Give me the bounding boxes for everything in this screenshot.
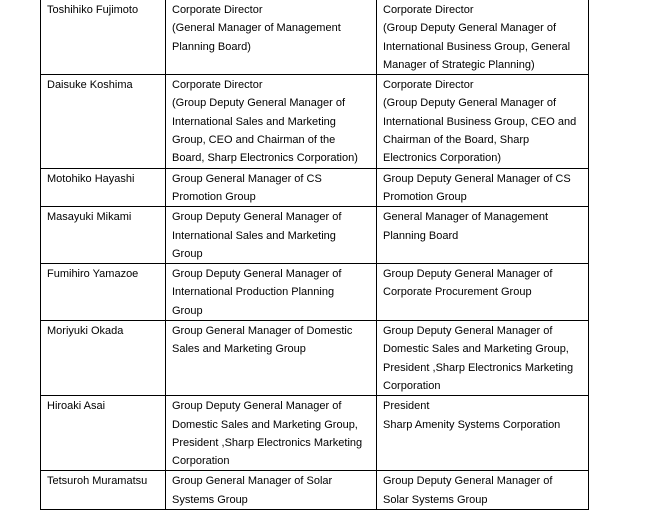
personnel-changes-table-wrapper bbox=[40, 0, 588, 510]
personnel-changes-table bbox=[40, 0, 589, 510]
new-position-cell: Group General Manager of CS Promotion Group bbox=[166, 168, 377, 207]
person-name-cell: Tetsuroh Muramatsu bbox=[41, 471, 166, 510]
table-row bbox=[41, 168, 589, 207]
person-name-cell: Masayuki Mikami bbox=[41, 207, 166, 264]
current-position-cell: Group Deputy General Manager of Corporate Procurement Group bbox=[377, 264, 589, 321]
current-position-cell: Corporate Director (Group Deputy General Manager of International Business Group, CEO and Chairman of the Board, Sharp Electronics Corporation) bbox=[377, 75, 589, 168]
table-row bbox=[41, 75, 589, 168]
table-row bbox=[41, 321, 589, 396]
person-name-cell: Daisuke Koshima bbox=[41, 75, 166, 168]
table-row bbox=[41, 0, 589, 75]
current-position-cell: President Sharp Amenity Systems Corporation bbox=[377, 396, 589, 471]
person-name-cell: Toshihiko Fujimoto bbox=[41, 0, 166, 75]
person-name-cell: Motohiko Hayashi bbox=[41, 168, 166, 207]
person-name-cell: Fumihiro Yamazoe bbox=[41, 264, 166, 321]
new-position-cell: Corporate Director (Group Deputy General Manager of International Sales and Marketing Group, CEO and Chairman of the Board, Sharp Electronics Corporation) bbox=[166, 75, 377, 168]
table-row bbox=[41, 207, 589, 264]
new-position-cell: Group Deputy General Manager of International Sales and Marketing Group bbox=[166, 207, 377, 264]
new-position-cell: Group Deputy General Manager of Domestic Sales and Marketing Group, President ,Sharp Electronics Marketing Corporation bbox=[166, 396, 377, 471]
new-position-cell: Group Deputy General Manager of International Production Planning Group bbox=[166, 264, 377, 321]
current-position-cell: Group Deputy General Manager of Domestic Sales and Marketing Group, President ,Sharp Electronics Marketing Corporation bbox=[377, 321, 589, 396]
table-row bbox=[41, 396, 589, 471]
current-position-cell: Corporate Director (Group Deputy General Manager of International Business Group, General Manager of Strategic Planning) bbox=[377, 0, 589, 75]
new-position-cell: Group General Manager of Domestic Sales and Marketing Group bbox=[166, 321, 377, 396]
current-position-cell: Group Deputy General Manager of Solar Systems Group bbox=[377, 471, 589, 510]
person-name-cell: Moriyuki Okada bbox=[41, 321, 166, 396]
table-row bbox=[41, 264, 589, 321]
person-name-cell: Hiroaki Asai bbox=[41, 396, 166, 471]
current-position-cell: Group Deputy General Manager of CS Promotion Group bbox=[377, 168, 589, 207]
new-position-cell: Group General Manager of Solar Systems Group bbox=[166, 471, 377, 510]
current-position-cell: General Manager of Management Planning Board bbox=[377, 207, 589, 264]
table-row bbox=[41, 471, 589, 510]
new-position-cell: Corporate Director (General Manager of Management Planning Board) bbox=[166, 0, 377, 75]
